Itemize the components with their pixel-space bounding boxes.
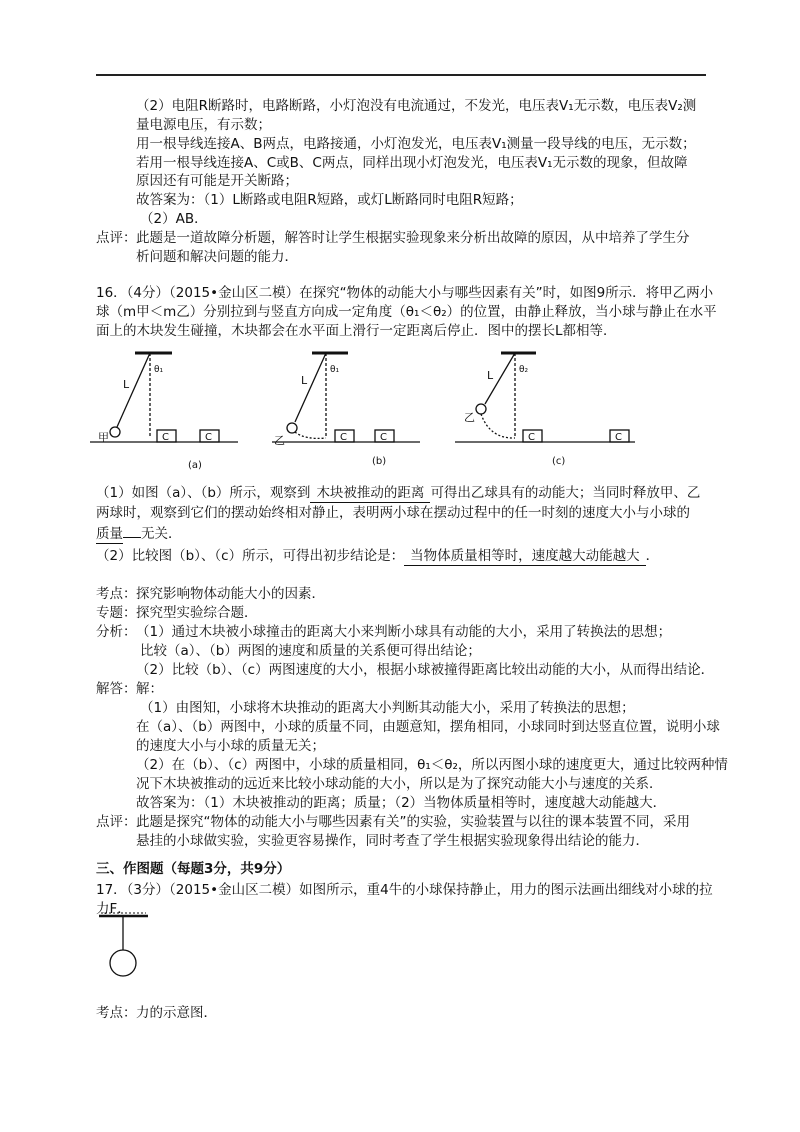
label: 分析： <box>96 624 137 640</box>
section-title: 三、作图题（每题3分，共9分） <box>96 861 291 877</box>
jieda-line: 况下木块被推动的远近来比较小球动能的大小，所以是为了探究动能大小与速度的关系． <box>136 776 663 792</box>
q17-stem: 17．（3分）（2015•金山区二模）如图所示，重4牛的小球保持静止，用力的图示法画出细线对小球的拉 <box>96 882 713 898</box>
length-label: L <box>301 374 308 387</box>
hanging-ball-figure <box>96 908 156 988</box>
label: 专题： <box>96 605 137 621</box>
header-rule <box>96 74 706 76</box>
analysis-line: （2）电阻R断路时，电路断路，小灯泡没有电流通过，不发光，电压表V₁无示数，电压表V₂测 <box>136 98 697 114</box>
figure-caption: (b) <box>372 456 387 467</box>
q16-part1 <box>96 484 700 503</box>
block-label: C <box>615 432 622 443</box>
answer-blank: 木块被推动的距离 <box>310 484 430 503</box>
q16-part1-text: 可得出乙球具有的动能大；当同时释放甲、乙 <box>430 485 701 501</box>
q16-part2-text: ． <box>645 548 660 564</box>
answer-line: 故答案为：（1）L断路或电阻R短路，或灯L断路同时电阻R短路； <box>136 192 523 208</box>
fenxi-line: （1）通过木块被小球撞击的距离大小来判断小球具有动能的大小，采用了转换法的思想； <box>136 624 672 640</box>
comment-line: 析问题和解决问题的能力． <box>136 249 298 265</box>
q16-part2-text: （2）比较图（b）、（c）所示，可得出初步结论是： <box>96 548 405 564</box>
jieda-line: 故答案为：（1）木块被推动的距离；质量；（2）当物体质量相等时，速度越大动能越大． <box>136 795 667 811</box>
figure-caption: (a) <box>188 460 202 471</box>
q16-stem: 面上的木块发生碰撞，木块都会在水平面上滑行一定距离后停止．图中的摆长L都相等． <box>96 323 617 339</box>
length-label: L <box>487 369 494 382</box>
block-label: C <box>205 432 212 443</box>
block-label: C <box>162 432 169 443</box>
analysis-line: 若用一根导线连接A、C或B、C两点，同样出现小灯泡发光，电压表V₁无示数的现象，但故障 <box>136 155 688 171</box>
pendulum-figure <box>90 342 650 474</box>
jieda-line: （2）在（b）、（c）两图中，小球的质量相同，θ₁＜θ₂，所以丙图小球的速度更大，通过比较两种情 <box>136 757 728 773</box>
jieda-line: 的速度大小与小球的质量无关； <box>136 738 325 754</box>
q16-stem: 球（m甲＜m乙）分别拉到与竖直方向成一定角度（θ₁＜θ₂）的位置，由静止释放，当小球与静止在水平 <box>96 304 717 320</box>
block-label: C <box>528 432 535 443</box>
kaodian: 探究影响物体动能大小的因素． <box>136 586 325 602</box>
answer-blank: 当物体质量相等时，速度越大动能越大 <box>404 547 646 566</box>
ball-label: 乙 <box>274 434 285 447</box>
block-label: C <box>340 432 347 443</box>
jieda-line: 在（a）、（b）两图中，小球的质量不同，由题意知，摆角相同，小球同时到达竖直位置，说明小球 <box>136 719 720 735</box>
comment-line: 此题是探究“物体的动能大小与哪些因素有关”的实验，实验装置与以往的课本装置不同，采用 <box>136 814 690 830</box>
answer-blank: 质量 <box>96 526 123 542</box>
q16-part2 <box>96 547 659 566</box>
angle-label: θ₁ <box>154 365 164 375</box>
figure-caption: (c) <box>552 456 566 467</box>
angle-label: θ₂ <box>519 365 529 375</box>
label: 考点： <box>96 1005 137 1021</box>
q16-part1-text: （1）如图（a）、（b）所示，观察到 <box>96 485 311 501</box>
comment-label: 点评： <box>96 230 137 246</box>
label: 点评： <box>96 814 137 830</box>
analysis-line: 量电源电压，有示数； <box>136 117 271 133</box>
comment-line: 悬挂的小球做实验，实验更容易操作，同时考查了学生根据实验现象得出结论的能力． <box>136 833 649 849</box>
ball-label: 乙 <box>464 411 475 424</box>
comment-line: 此题是一道故障分析题，解答时让学生根据实验现象来分析出故障的原因，从中培养了学生分 <box>136 230 690 246</box>
block-label: C <box>380 432 387 443</box>
analysis-line: 原因还有可能是开关断路； <box>136 173 298 189</box>
zhuanti: 探究型实验综合题． <box>136 605 258 621</box>
label: 考点： <box>96 586 137 602</box>
kaodian: 力的示意图． <box>136 1005 217 1021</box>
q16-part1 <box>96 525 182 544</box>
q16-part1: 两球时，观察到它们的摆动始终相对静止，表明两小球在摆动过程中的任一时刻的速度大小与小球的 <box>96 505 690 521</box>
q16-stem: 16．（4分）（2015•金山区二模）在探究“物体的动能大小与哪些因素有关”时，如图9所示．将甲乙两小 <box>96 285 714 301</box>
label: 解答： <box>96 681 137 697</box>
analysis-line: 用一根导线连接A、B两点，电路接通，小灯泡发光，电压表V₁测量一段导线的电压，无示数； <box>136 136 696 152</box>
fenxi-line: （2）比较（b）、（c）两图速度的大小，根据小球被撞得距离比较出动能的大小，从而得出结论． <box>136 662 715 678</box>
angle-label: θ₁ <box>330 365 340 375</box>
q17-stem: 力F． <box>96 901 131 917</box>
answer-line: （2）AB． <box>140 211 208 227</box>
fenxi-line: 比较（a）、（b）两图的速度和质量的关系便可得出结论； <box>140 643 481 659</box>
jieda-line: （1）由图知，小球将木块推动的距离大小判断其动能大小，采用了转换法的思想； <box>140 700 635 716</box>
q16-part1-text: 无关． <box>141 526 182 542</box>
length-label: L <box>123 378 130 391</box>
jieda-line: 解： <box>136 681 163 697</box>
ball-label: 甲 <box>98 431 109 444</box>
